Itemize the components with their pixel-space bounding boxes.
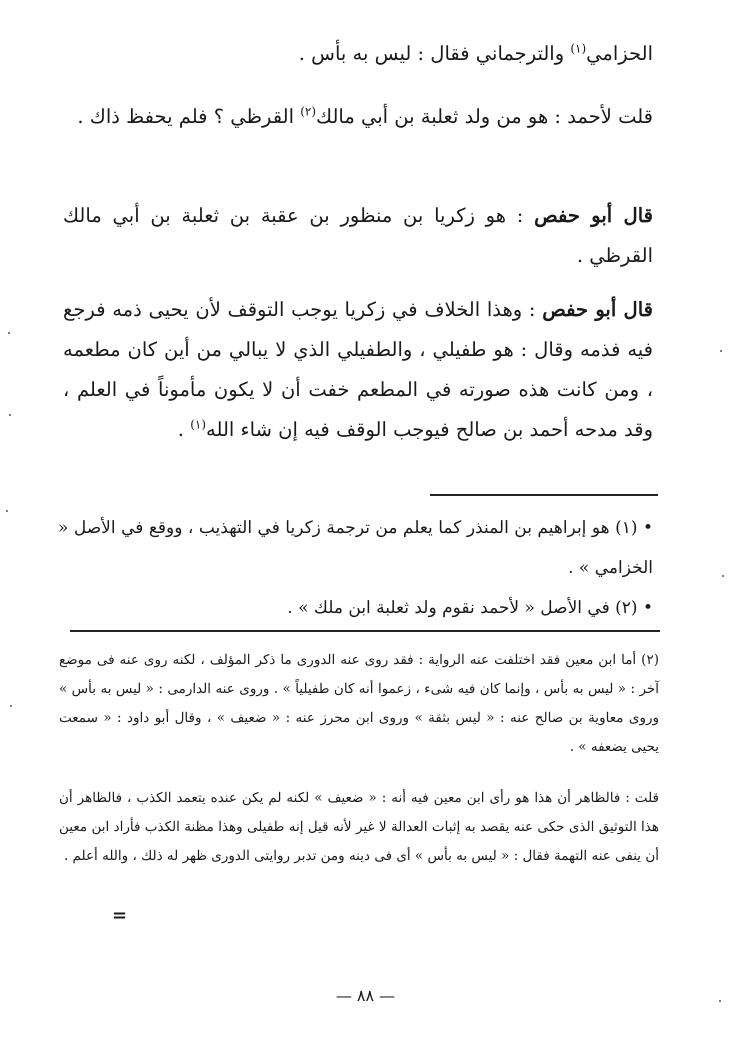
scan-speck [8, 332, 10, 334]
continuation-mark: = [112, 905, 128, 926]
paragraph-3-lead: قال أبو حفص [534, 204, 653, 227]
paragraph-2-end: القرظي ؟ فلم يحفظ ذاك . [77, 105, 301, 128]
paragraph-1 [63, 34, 653, 74]
footnote-separator [430, 494, 658, 496]
paragraph-4-text: : وهذا الخلاف في زكريا يوجب التوقف لأن يحيى ذمه فرجع فيه فذمه وقال : هو طفيلي ، والطفيلي الذي لا يبالي من أين كان مطعمه ، ومن كانت هذه صورته في المطعم خفت أن لا يكون مأموناً في العلم ، وقد مدحه أحمد بن صالح فيوجب الوقف فيه إن شاء الله [63, 298, 653, 441]
paragraph-2-start: قلت لأحمد : هو من ولد ثعلبة بن أبي مالك [316, 105, 653, 128]
page-number: — ٨٨ — [335, 986, 396, 1005]
footnote-2: • (٢) في الأصل « لأحمد نقوم ولد ثعلبة ابن ملك » . [287, 598, 653, 618]
scan-speck [720, 350, 722, 352]
paragraph-1-end: والترجماني فقال : ليس به بأس . [298, 42, 571, 65]
scan-speck [9, 414, 11, 416]
paragraph-3-text: : هو زكريا بن منظور بن عقبة بن ثعلبة بن أبي مالك القرظي . [63, 204, 653, 267]
editor-note-2: قلت : فالظاهر أن هذا هو رأى ابن معين فيه أنه : « ضعيف » لكنه لم يكن عنده يتعمد الكذب ، فالظاهر أن هذا التوثيق الذى حكى عنه يقصد به إثبات العدالة لا غير لأنه قيل إنه طفيلى وهذا مظنة الكذب فأراد ابن معين أن ينفى عنه التهمة فقال : « ليس به بأس » أى فى دينه ومن تدبر روايتى الدورى ظهر له ذلك ، والله أعلم . [59, 790, 659, 864]
paragraph-4-end: . [177, 418, 191, 441]
scan-speck [722, 575, 724, 577]
footnote-ref-1: (١) [570, 41, 587, 56]
scan-speck [6, 510, 8, 512]
paragraph-4-lead: قال أبو حفص [542, 298, 653, 321]
scan-speck [10, 705, 12, 707]
footnote-1: • (١) هو إبراهيم بن المنذر كما يعلم من ترجمة زكريا في التهذيب ، ووقع في الأصل « الخزامي » . [58, 518, 653, 578]
footnote-ref-2: (٢) [300, 104, 317, 119]
paragraph-3 [63, 196, 653, 276]
paragraph-2 [63, 97, 653, 137]
paragraph-4 [63, 290, 653, 450]
editor-note-1: (٢) أما ابن معين فقد اختلفت عنه الرواية : فقد روى عنه الدورى ما ذكر المؤلف ، لكنه روى عنه فى موضع آخر : « ليس به بأس ، وإنما كان فيه شىء ، زعموا أنه كان طفيلياً » . وروى عنه الدارمى : « ليس به بأس » وروى معاوية بن صالح عنه : « ليس بثقة » وروى ابن محرز عنه : « ضعيف » ، وقال أبو داود : « سمعت يحيى يضعفه » . [59, 652, 659, 755]
footnote-ref-3: (١) [190, 417, 207, 432]
paragraph-1-start: الحزامي [586, 42, 653, 65]
notes-separator [70, 630, 660, 632]
scan-speck [719, 1000, 721, 1002]
